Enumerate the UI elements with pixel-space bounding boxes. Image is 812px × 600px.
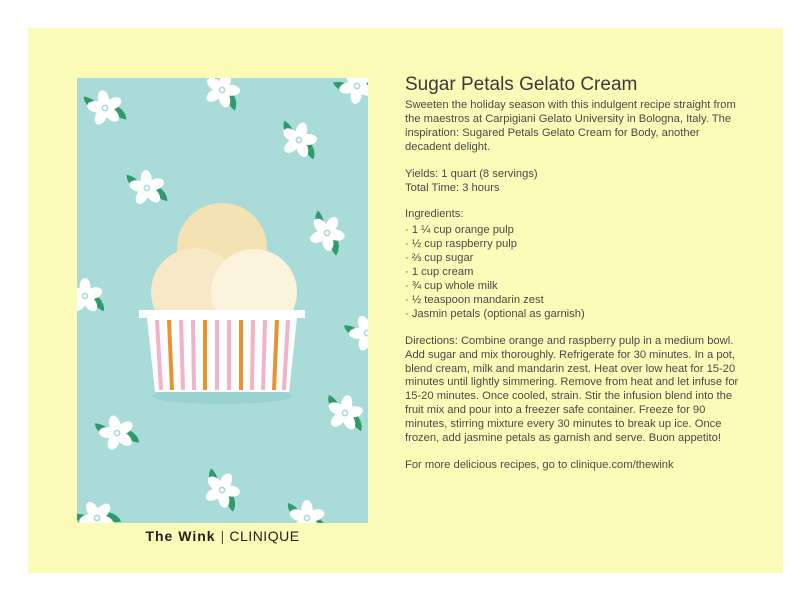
- jasmine-flower: [77, 493, 122, 523]
- jasmine-flower: [83, 87, 127, 129]
- total-time: Total Time: 3 hours: [405, 181, 500, 194]
- recipe-title: Sugar Petals Gelato Cream: [405, 74, 638, 95]
- gelato-cup: [139, 203, 305, 404]
- jasmine-flower: [323, 392, 367, 434]
- jasmine-flower: [198, 78, 246, 113]
- jasmine-flower: [288, 500, 326, 523]
- jasmine-flower: [276, 118, 322, 162]
- ingredient-item: · ¾ cup whole milk: [405, 279, 498, 292]
- recipe-directions: Directions: Combine orange and raspberry pulp in a medium bowl. Add sugar and mix thoroughly. Refrigerate for 30 minutes. In a pot, blend cream, milk and mandarin zest. Heat over low heat for 15-20 minutes until lightly simmering. Remove from heat and let infuse for 15-20 minutes. Once cooled, strain. Stir the infusion blend into the fruit mix and pour into a freezer safe container. Freeze for 90 minutes, stirring mixture every 30 minutes to break up ice. Once frozen, add jasmine petals as garnish and serve. Buon appetito!: [405, 334, 739, 445]
- ingredient-item: · 1 ¼ cup orange pulp: [405, 224, 514, 237]
- jasmine-flower: [126, 168, 167, 207]
- ingredient-item: · ½ cup raspberry pulp: [405, 238, 517, 251]
- recipe-meta: [405, 168, 745, 196]
- ingredient-item: · ⅔ cup sugar: [405, 252, 474, 265]
- ingredient-item: · 1 cup cream: [405, 266, 474, 279]
- brand-separator: |: [220, 528, 225, 544]
- ingredients-label: Ingredients:: [405, 208, 464, 221]
- gelato-illustration: [77, 78, 368, 523]
- jasmine-flower: [302, 208, 353, 258]
- jasmine-flower: [94, 411, 140, 455]
- footer-note: For more delicious recipes, go to clinique.com/thewink: [405, 458, 674, 471]
- ingredient-item: · Jasmin petals (optional as garnish): [405, 307, 585, 320]
- brand-company: CLINIQUE: [229, 528, 300, 544]
- brand-name: The Wink: [145, 528, 216, 544]
- jasmine-flower: [343, 310, 368, 357]
- jasmine-flower: [77, 278, 104, 314]
- recipe-intro: Sweeten the holiday season with this indulgent recipe straight from the maestros at Carpigiani Gelato University in Bologna, Italy. The inspiration: Sugared Petals Gelato Cream for Body, another decadent delight.: [405, 99, 736, 153]
- brand-footer: [77, 528, 368, 544]
- jasmine-flower: [331, 78, 368, 111]
- jasmine-flower: [197, 466, 247, 515]
- illustration-panel: [77, 78, 368, 523]
- yields: Yields: 1 quart (8 servings): [405, 167, 538, 180]
- recipe-text: [405, 74, 745, 486]
- ingredients-list: [405, 224, 745, 321]
- ingredient-item: · ½ teaspoon mandarin zest: [405, 293, 544, 306]
